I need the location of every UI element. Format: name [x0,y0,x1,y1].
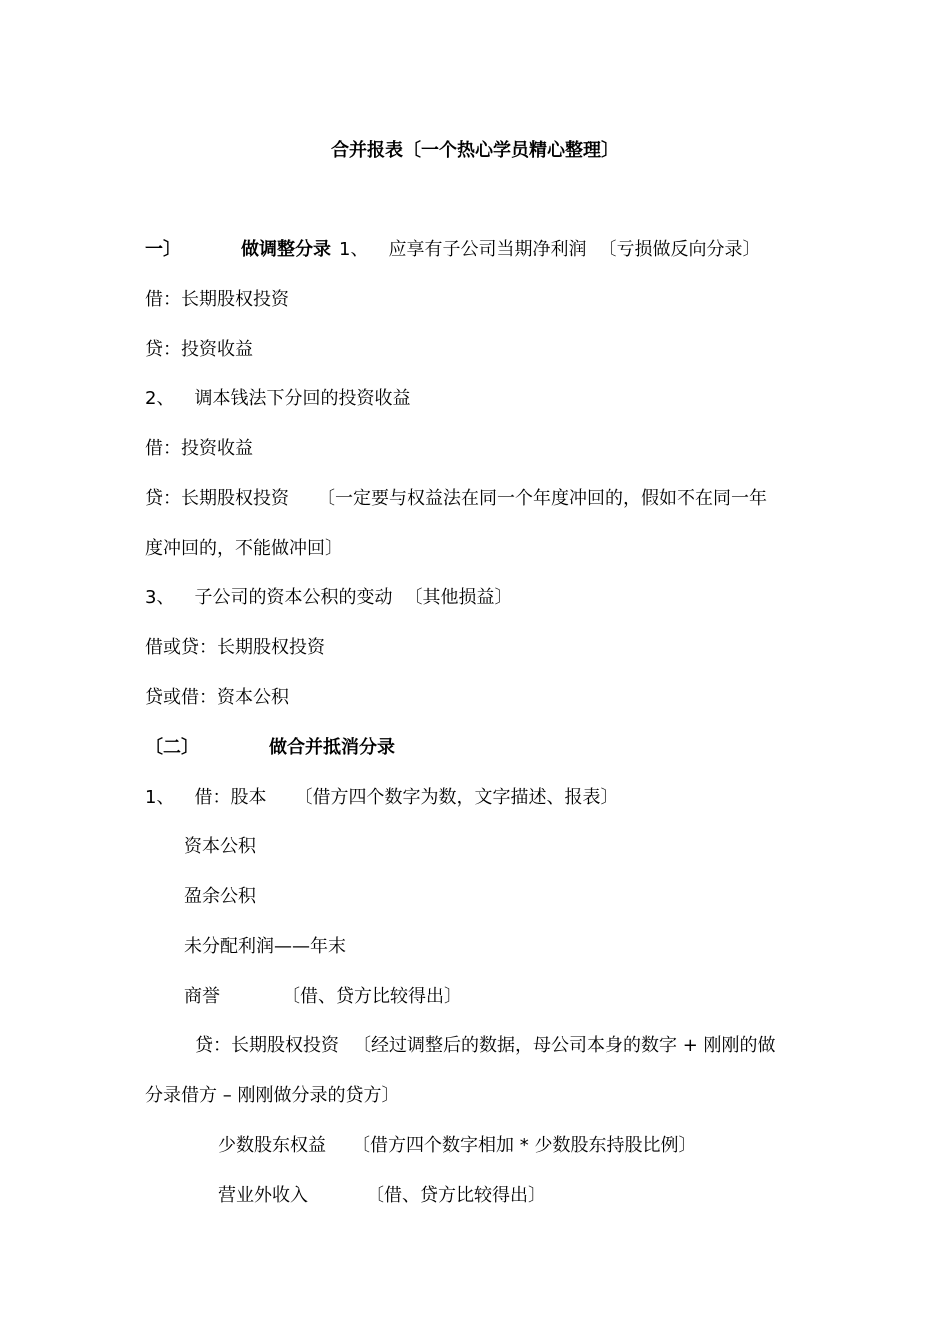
section-2-heading-line [145,735,395,761]
item-3-text: 子公司的资本公积的变动 [194,587,393,608]
item-2-note-continued: 度冲回的，不能做冲回〕 [145,538,343,559]
item-2-text: 调本钱法下分回的投资收益 [194,388,411,409]
item-3-debit: 借或贷：长期股权投资 [145,637,325,658]
credit-note: 〔经过调整后的数据，母公司本身的数字 + 刚刚的做 [353,1035,776,1056]
goodwill-note: 〔借、贷方比较得出〕 [282,986,462,1007]
section-2-number: 〔二〕 [145,737,199,758]
capital-reserve: 资本公积 [184,836,256,857]
section-2-heading: 做合并抵消分录 [269,737,395,758]
item-1-note: 〔亏损做反向分录〕 [598,239,761,260]
item-1-number: 1、 [339,239,369,260]
item-2-line [145,386,410,412]
non-operating-income-note: 〔借、贷方比较得出〕 [366,1185,546,1206]
section-2-item-1-debit: 借：股本 [194,787,267,808]
section-2-item-1-line [145,785,618,811]
item-2-debit: 借：投资收益 [145,438,253,459]
surplus-reserve: 盈余公积 [184,886,256,907]
item-2-number: 2、 [145,388,175,409]
document-title: 合并报表〔一个热心学员精心整理〕 [331,140,619,161]
undistributed-profit: 未分配利润——年末 [184,936,346,957]
item-1-text: 应享有子公司当期净利润 [388,239,587,260]
credit-ltei-line [195,1033,776,1059]
section-1-heading-line [145,237,760,263]
section-1-number: 一〕 [145,239,181,260]
credit-long-term-equity-investment: 贷：长期股权投资 [195,1035,339,1056]
item-3-note: 〔其他损益〕 [404,587,513,608]
non-operating-income: 营业外收入 [218,1185,308,1206]
item-2-note: 〔一定要与权益法在同一个年度冲回的，假如不在同一年 [317,488,767,509]
section-1-heading: 做调整分录 [241,239,331,260]
item-1-debit: 借：长期股权投资 [145,289,289,310]
section-2-item-1-number: 1、 [145,787,175,808]
minority-interest-note: 〔借方四个数字相加 * 少数股东持股比例〕 [352,1135,697,1156]
credit-note-continued: 分录借方 – 刚刚做分录的贷方〕 [145,1085,400,1106]
item-3-credit: 贷或借：资本公积 [145,687,289,708]
minority-interest: 少数股东权益 [218,1135,326,1156]
goodwill-line [184,984,462,1010]
item-3-line [145,585,512,611]
item-2-credit: 贷：长期股权投资 [145,488,289,509]
item-1-credit: 贷：投资收益 [145,339,253,360]
minority-interest-line [218,1133,696,1159]
non-operating-income-line [218,1183,546,1209]
item-3-number: 3、 [145,587,175,608]
goodwill: 商誉 [184,986,220,1007]
item-2-credit-line [145,486,767,512]
section-2-item-1-note: 〔借方四个数字为数，文字描述、报表〕 [294,787,619,808]
